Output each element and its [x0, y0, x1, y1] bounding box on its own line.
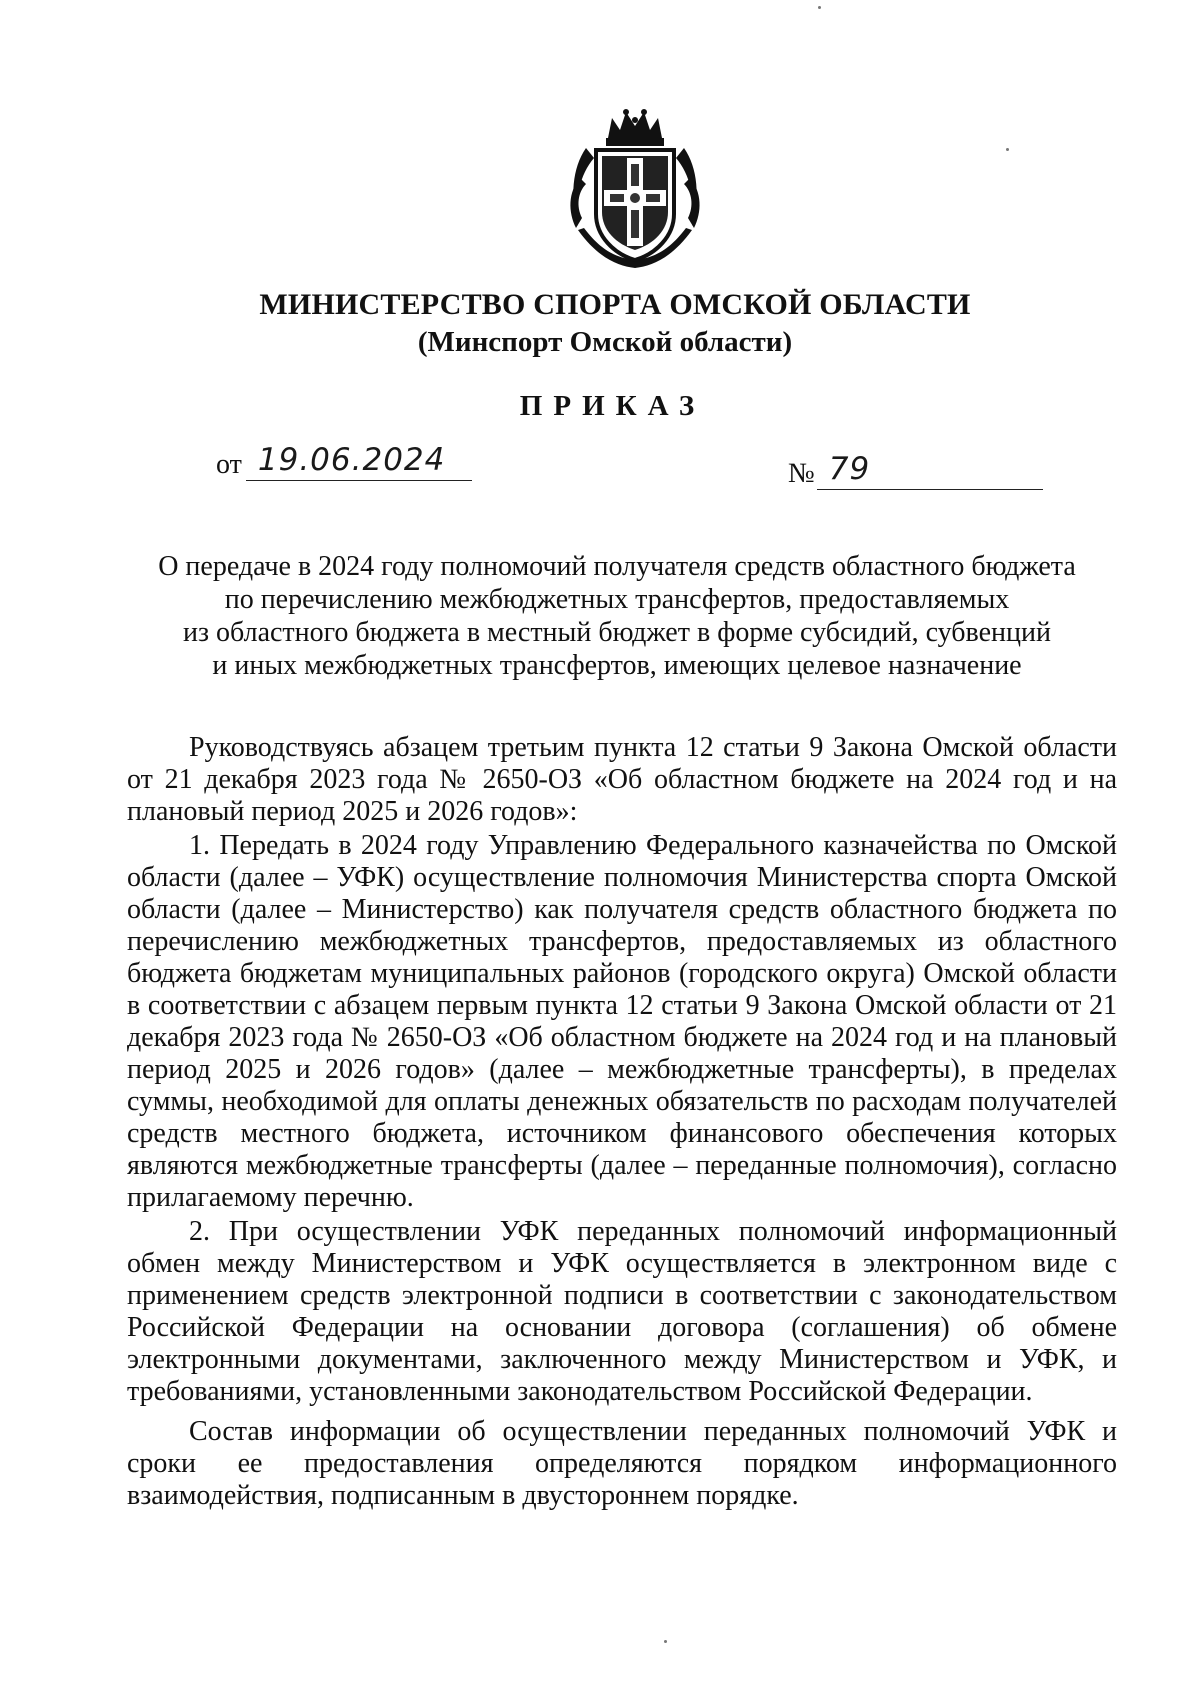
subject-line: из областного бюджета в местный бюджет в форме субсидий, субвенций [183, 617, 1051, 648]
body-paragraph-item-1: 1. Передать в 2024 году Управлению Федерального казначейства по Омской области (далее – УФК) осуществление полномочия Министерства спорта Омской области (далее – Министерство) как получателя средств областного бюджета по перечислению межбюджетных трансфертов, предоставляемых из областного бюджета бюджетам муниципальных районов (городского округа) Омской области в соответствии с абзацем первым пункта 12 статьи 9 Закона Омской области от 21 декабря 2023 года № 2650-ОЗ «Об областном бюджете на 2024 год и на плановый период 2025 и 2026 годов» (далее – межбюджетные трансферты), в пределах суммы, необходимой для оплаты денежных обязательств по расходам получателей средств местного бюджета, источником финансового обеспечения которых являются межбюджетные трансферты (далее – переданные полномочия), согласно прилагаемому перечню. [127, 830, 1117, 1213]
scan-speck [818, 6, 821, 9]
scan-speck [664, 1640, 667, 1643]
coat-of-arms-emblem [568, 108, 702, 270]
date-label: от [216, 449, 242, 480]
body-paragraph-preamble: Руководствуясь абзацем третьим пункта 12 статьи 9 Закона Омской области от 21 декабря 2023 года № 2650-ОЗ «Об областном бюджете на 2024 год и на плановый период 2025 и 2026 годов»: [127, 732, 1117, 827]
organization-short-name: (Минспорт Омской области) [417, 326, 793, 358]
subject-line: и иных межбюджетных трансфертов, имеющих целевое назначение [212, 650, 1022, 681]
subject-line: О передаче в 2024 году полномочий получателя средств областного бюджета [158, 551, 1076, 582]
document-body [127, 732, 1117, 1512]
handwritten-number: 79 [828, 451, 871, 487]
document-subject [0, 550, 1200, 682]
document-number [788, 451, 1043, 490]
scan-speck [1006, 148, 1009, 151]
organization-name: МИНИСТЕРСТВО СПОРТА ОМСКОЙ ОБЛАСТИ [259, 288, 971, 321]
document-type-title: ПРИКАЗ [519, 390, 706, 422]
document-date [216, 442, 472, 481]
date-field [246, 442, 472, 481]
subject-line: по перечислению межбюджетных трансфертов, предоставляемых [224, 584, 1010, 615]
body-paragraph-info-composition: Состав информации об осуществлении переданных полномочий УФК и сроки ее предоставления определяются порядком информационного взаимодействия, подписанным в двустороннем порядке. [127, 1416, 1117, 1511]
number-label: № [788, 458, 815, 489]
body-paragraph-item-2: 2. При осуществлении УФК переданных полномочий информационный обмен между Министерством и УФК осуществляется в электронном виде с применением средств электронной подписи в соответствии с законодательством Российской Федерации на основании договора (соглашения) об обмене электронными документами, заключенного между Министерством и УФК, и требованиями, установленными законодательством Российской Федерации. [127, 1216, 1117, 1407]
handwritten-date: 19.06.2024 [257, 442, 446, 478]
number-field [817, 451, 1043, 490]
